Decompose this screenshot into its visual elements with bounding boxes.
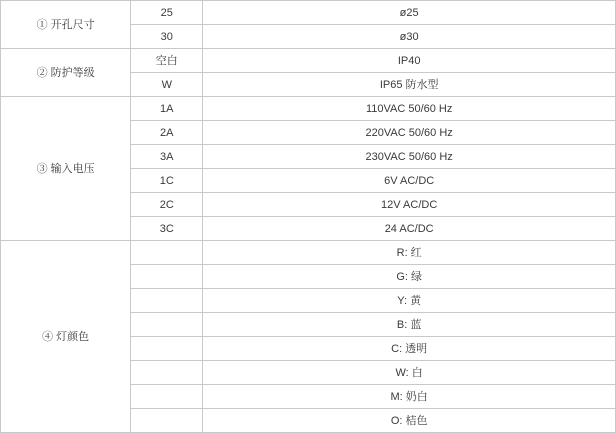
option-code-cell: [131, 337, 203, 361]
option-description-cell: R: 红: [203, 241, 616, 265]
option-code-cell: [131, 385, 203, 409]
option-description-cell: G: 绿: [203, 265, 616, 289]
option-code-cell: 25: [131, 1, 203, 25]
option-code-cell: [131, 289, 203, 313]
specification-table-body: [1, 1, 616, 433]
option-code-cell: 2A: [131, 121, 203, 145]
option-description-cell: C: 透明: [203, 337, 616, 361]
option-code-cell: 30: [131, 25, 203, 49]
option-code-cell: W: [131, 73, 203, 97]
option-code-cell: 3C: [131, 217, 203, 241]
option-code-cell: [131, 265, 203, 289]
option-description-cell: IP65 防水型: [203, 73, 616, 97]
group-label-cell: ③ 输入电压: [1, 97, 131, 241]
option-code-cell: [131, 361, 203, 385]
table-row: [1, 97, 616, 121]
option-code-cell: 2C: [131, 193, 203, 217]
option-description-cell: ø25: [203, 1, 616, 25]
option-description-cell: 12V AC/DC: [203, 193, 616, 217]
option-description-cell: M: 奶白: [203, 385, 616, 409]
option-code-cell: [131, 409, 203, 433]
option-code-cell: 3A: [131, 145, 203, 169]
option-description-cell: Y: 黄: [203, 289, 616, 313]
option-description-cell: ø30: [203, 25, 616, 49]
option-code-cell: 1C: [131, 169, 203, 193]
option-code-cell: [131, 313, 203, 337]
option-description-cell: 24 AC/DC: [203, 217, 616, 241]
option-description-cell: 6V AC/DC: [203, 169, 616, 193]
option-description-cell: 110VAC 50/60 Hz: [203, 97, 616, 121]
group-label-cell: ② 防护等级: [1, 49, 131, 97]
option-description-cell: O: 桔色: [203, 409, 616, 433]
option-description-cell: 230VAC 50/60 Hz: [203, 145, 616, 169]
table-row: [1, 1, 616, 25]
option-description-cell: W: 白: [203, 361, 616, 385]
group-label-cell: ① 开孔尺寸: [1, 1, 131, 49]
option-description-cell: IP40: [203, 49, 616, 73]
table-row: [1, 241, 616, 265]
option-description-cell: B: 蓝: [203, 313, 616, 337]
option-description-cell: 220VAC 50/60 Hz: [203, 121, 616, 145]
option-code-cell: [131, 241, 203, 265]
table-row: [1, 49, 616, 73]
option-code-cell: 1A: [131, 97, 203, 121]
group-label-cell: ④ 灯颜色: [1, 241, 131, 433]
option-code-cell: 空白: [131, 49, 203, 73]
